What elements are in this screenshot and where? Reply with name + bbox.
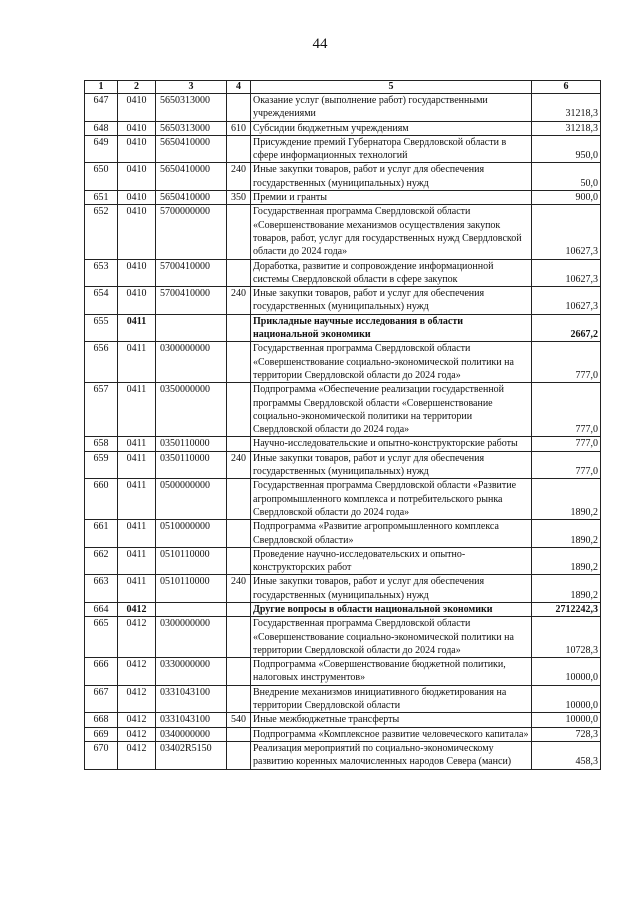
column-header-6: 6 (532, 81, 601, 94)
section-code: 0411 (118, 547, 156, 575)
amount: 1890,2 (532, 547, 601, 575)
section-code: 0411 (118, 383, 156, 437)
target-article-code: 5700410000 (156, 287, 227, 315)
expense-type-code: 540 (227, 713, 251, 727)
amount: 2712242,3 (532, 602, 601, 616)
table-row (85, 547, 601, 575)
column-header-3: 3 (156, 81, 227, 94)
target-article-code: 0510110000 (156, 547, 227, 575)
expense-type-code (227, 617, 251, 658)
page-number: 44 (312, 36, 328, 52)
table-row (85, 437, 601, 451)
row-number: 664 (85, 602, 118, 616)
item-name: Иные закупки товаров, работ и услуг для обеспечения государственных (муниципальных) нужд (251, 451, 532, 479)
amount: 50,0 (532, 163, 601, 191)
table-row (85, 685, 601, 713)
row-number: 666 (85, 658, 118, 686)
item-name: Государственная программа Свердловской области «Совершенствование механизмов осуществления закупок товаров, работ, услуг для государственных нужд Свердловской области до 2024 года» (251, 205, 532, 259)
target-article-code: 0500000000 (156, 479, 227, 520)
expense-type-code (227, 94, 251, 122)
target-article-code: 5700000000 (156, 205, 227, 259)
section-code: 0412 (118, 685, 156, 713)
section-code: 0410 (118, 163, 156, 191)
target-article-code: 5650313000 (156, 94, 227, 122)
item-name: Присуждение премий Губернатора Свердловской области в сфере информационных технологий (251, 135, 532, 163)
amount: 1890,2 (532, 575, 601, 603)
item-name: Прикладные научные исследования в области национальной экономики (251, 314, 532, 342)
amount: 950,0 (532, 135, 601, 163)
expense-type-code (227, 314, 251, 342)
target-article-code: 0350000000 (156, 383, 227, 437)
item-name: Государственная программа Свердловской области «Развитие агропромышленного комплекса и потребительского рынка Свердловской области до 2024 года» (251, 479, 532, 520)
table-row (85, 520, 601, 548)
section-code: 0411 (118, 342, 156, 383)
expense-type-code (227, 741, 251, 769)
table-row (85, 135, 601, 163)
item-name: Иные закупки товаров, работ и услуг для обеспечения государственных (муниципальных) нужд (251, 287, 532, 315)
table-header (85, 81, 601, 94)
amount: 31218,3 (532, 94, 601, 122)
column-header-2: 2 (118, 81, 156, 94)
target-article-code: 03402R5150 (156, 741, 227, 769)
expense-type-code (227, 437, 251, 451)
header-row (85, 81, 601, 94)
row-number: 648 (85, 121, 118, 135)
item-name: Подпрограмма «Обеспечение реализации государственной программы Свердловской области «Совершенствование социально-экономической политики на территории Свердловской области до 2024 года» (251, 383, 532, 437)
table-row (85, 121, 601, 135)
section-code: 0411 (118, 520, 156, 548)
expense-type-code (227, 658, 251, 686)
section-code: 0412 (118, 727, 156, 741)
row-number: 663 (85, 575, 118, 603)
table-row (85, 163, 601, 191)
amount: 10000,0 (532, 658, 601, 686)
row-number: 669 (85, 727, 118, 741)
expense-type-code (227, 342, 251, 383)
section-code: 0412 (118, 713, 156, 727)
expense-type-code (227, 602, 251, 616)
budget-table (84, 80, 601, 770)
row-number: 655 (85, 314, 118, 342)
amount: 1890,2 (532, 520, 601, 548)
row-number: 660 (85, 479, 118, 520)
amount: 777,0 (532, 437, 601, 451)
item-name: Субсидии бюджетным учреждениям (251, 121, 532, 135)
amount: 728,3 (532, 727, 601, 741)
target-article-code: 0510110000 (156, 575, 227, 603)
section-code: 0410 (118, 191, 156, 205)
section-code: 0411 (118, 314, 156, 342)
amount: 10627,3 (532, 287, 601, 315)
row-number: 658 (85, 437, 118, 451)
item-name: Иные закупки товаров, работ и услуг для обеспечения государственных (муниципальных) нужд (251, 163, 532, 191)
amount: 10000,0 (532, 685, 601, 713)
target-article-code: 0330000000 (156, 658, 227, 686)
table-row (85, 575, 601, 603)
item-name: Премии и гранты (251, 191, 532, 205)
section-code: 0411 (118, 451, 156, 479)
item-name: Научно-исследовательские и опытно-конструкторские работы (251, 437, 532, 451)
expense-type-code: 610 (227, 121, 251, 135)
expense-type-code: 240 (227, 451, 251, 479)
item-name: Иные закупки товаров, работ и услуг для обеспечения государственных (муниципальных) нужд (251, 575, 532, 603)
expense-type-code (227, 259, 251, 287)
row-number: 657 (85, 383, 118, 437)
table-row (85, 94, 601, 122)
table-row (85, 713, 601, 727)
table-row (85, 191, 601, 205)
item-name: Подпрограмма «Развитие агропромышленного комплекса Свердловской области» (251, 520, 532, 548)
target-article-code: 5650410000 (156, 135, 227, 163)
target-article-code (156, 314, 227, 342)
item-name: Иные межбюджетные трансферты (251, 713, 532, 727)
expense-type-code (227, 135, 251, 163)
section-code: 0410 (118, 94, 156, 122)
expense-type-code (227, 383, 251, 437)
row-number: 661 (85, 520, 118, 548)
row-number: 647 (85, 94, 118, 122)
column-header-4: 4 (227, 81, 251, 94)
section-code: 0412 (118, 741, 156, 769)
table-row (85, 658, 601, 686)
expense-type-code (227, 479, 251, 520)
amount: 10627,3 (532, 259, 601, 287)
table-row (85, 602, 601, 616)
target-article-code: 5650410000 (156, 191, 227, 205)
section-code: 0411 (118, 575, 156, 603)
row-number: 649 (85, 135, 118, 163)
target-article-code: 0350110000 (156, 437, 227, 451)
target-article-code: 0300000000 (156, 342, 227, 383)
table-row (85, 617, 601, 658)
column-header-5: 5 (251, 81, 532, 94)
target-article-code: 5700410000 (156, 259, 227, 287)
row-number: 654 (85, 287, 118, 315)
column-header-1: 1 (85, 81, 118, 94)
amount: 1890,2 (532, 479, 601, 520)
expense-type-code (227, 520, 251, 548)
expense-type-code: 350 (227, 191, 251, 205)
row-number: 667 (85, 685, 118, 713)
section-code: 0410 (118, 205, 156, 259)
table-row (85, 259, 601, 287)
amount: 31218,3 (532, 121, 601, 135)
amount: 777,0 (532, 451, 601, 479)
section-code: 0412 (118, 658, 156, 686)
row-number: 668 (85, 713, 118, 727)
table-row (85, 741, 601, 769)
item-name: Доработка, развитие и сопровождение информационной системы Свердловской области в сфере закупок (251, 259, 532, 287)
target-article-code: 0350110000 (156, 451, 227, 479)
row-number: 650 (85, 163, 118, 191)
expense-type-code (227, 685, 251, 713)
section-code: 0412 (118, 602, 156, 616)
amount: 777,0 (532, 383, 601, 437)
target-article-code: 5650313000 (156, 121, 227, 135)
item-name: Оказание услуг (выполнение работ) государственными учреждениями (251, 94, 532, 122)
row-number: 652 (85, 205, 118, 259)
table-row (85, 479, 601, 520)
row-number: 653 (85, 259, 118, 287)
section-code: 0410 (118, 135, 156, 163)
target-article-code: 0300000000 (156, 617, 227, 658)
table-row (85, 383, 601, 437)
section-code: 0410 (118, 121, 156, 135)
amount: 900,0 (532, 191, 601, 205)
item-name: Государственная программа Свердловской области «Совершенствование социально-экономической политики на территории Свердловской области до 2024 года» (251, 617, 532, 658)
row-number: 651 (85, 191, 118, 205)
row-number: 670 (85, 741, 118, 769)
row-number: 659 (85, 451, 118, 479)
table-row (85, 451, 601, 479)
item-name: Государственная программа Свердловской области «Совершенствование социально-экономической политики на территории Свердловской области до 2024 года» (251, 342, 532, 383)
target-article-code: 0331043100 (156, 713, 227, 727)
item-name: Другие вопросы в области национальной экономики (251, 602, 532, 616)
item-name: Подпрограмма «Комплексное развитие человеческого капитала» (251, 727, 532, 741)
amount: 777,0 (532, 342, 601, 383)
target-article-code: 0510000000 (156, 520, 227, 548)
expense-type-code: 240 (227, 575, 251, 603)
target-article-code: 5650410000 (156, 163, 227, 191)
item-name: Подпрограмма «Совершенствование бюджетной политики, налоговых инструментов» (251, 658, 532, 686)
section-code: 0410 (118, 259, 156, 287)
row-number: 656 (85, 342, 118, 383)
expense-type-code (227, 205, 251, 259)
amount: 10000,0 (532, 713, 601, 727)
section-code: 0411 (118, 437, 156, 451)
target-article-code: 0331043100 (156, 685, 227, 713)
expense-type-code (227, 547, 251, 575)
expense-type-code: 240 (227, 287, 251, 315)
item-name: Проведение научно-исследовательских и опытно-конструкторских работ (251, 547, 532, 575)
table-row (85, 314, 601, 342)
target-article-code: 0340000000 (156, 727, 227, 741)
item-name: Внедрение механизмов инициативного бюджетирования на территории Свердловской области (251, 685, 532, 713)
table-row (85, 727, 601, 741)
table-row (85, 287, 601, 315)
expense-type-code: 240 (227, 163, 251, 191)
item-name: Реализация мероприятий по социально-экономическому развитию коренных малочисленных народов Севера (манси) (251, 741, 532, 769)
amount: 458,3 (532, 741, 601, 769)
amount: 2667,2 (532, 314, 601, 342)
table-row (85, 205, 601, 259)
amount: 10627,3 (532, 205, 601, 259)
section-code: 0412 (118, 617, 156, 658)
row-number: 662 (85, 547, 118, 575)
target-article-code (156, 602, 227, 616)
amount: 10728,3 (532, 617, 601, 658)
expense-type-code (227, 727, 251, 741)
section-code: 0410 (118, 287, 156, 315)
table-row (85, 342, 601, 383)
row-number: 665 (85, 617, 118, 658)
table-body (85, 94, 601, 770)
section-code: 0411 (118, 479, 156, 520)
